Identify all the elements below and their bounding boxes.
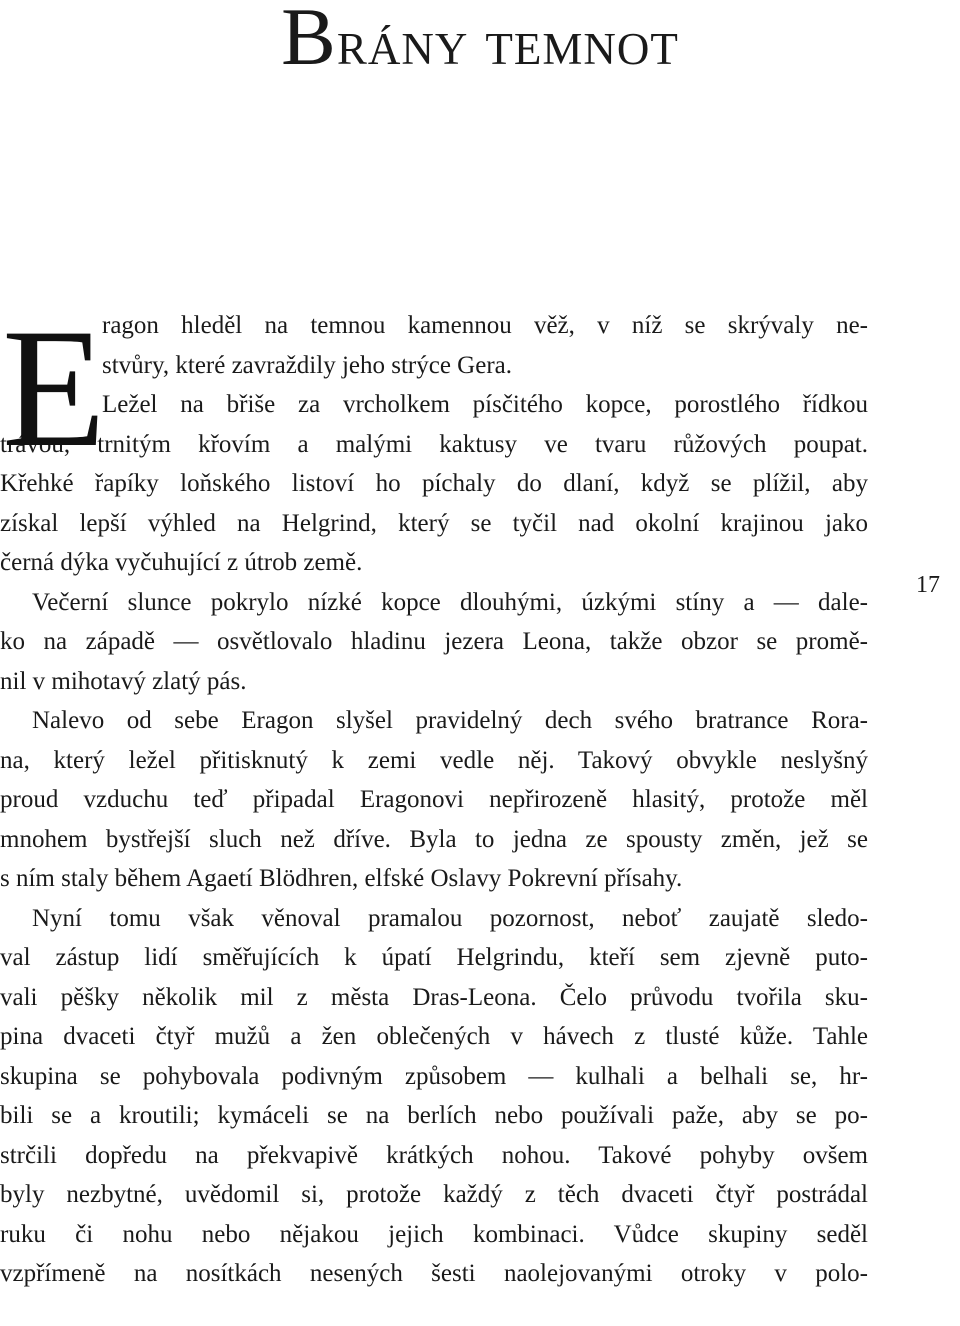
text-line: nil v mihotavý zlatý pás. [0, 667, 247, 695]
text-line: získal lepší výhled na Helgrind, který se tyčil nad okolní krajinou jako [0, 509, 868, 537]
text-line: ragon hleděl na temnou kamennou věž, v níž se skrývaly ne- [102, 312, 868, 339]
text-line: Křehké řapíky loňského listoví ho píchaly do dlaní, když se plížil, aby [0, 470, 868, 497]
chapter-title-rest: rány temnot [336, 7, 679, 78]
text-line: skupina se pohybovala podivným způsobem — kulhali a belhali se, hr- [0, 1062, 868, 1090]
text-line: mnohem bystřejší sluch než dříve. Byla to jedna ze spousty změn, jež se [0, 825, 868, 853]
text-line: Večerní slunce pokrylo nízké kopce dlouhými, úzkými stíny a — dale- [32, 588, 868, 616]
text-line: ruku či nohu nebo nějakou jejich kombinaci. Vůdce skupiny seděl [0, 1220, 868, 1248]
text-line: černá dýka vyčuhující z útrob země. [0, 549, 363, 576]
text-line: s ním staly během Agaetí Blödhren, elfské Oslavy Pokrevní přísahy. [0, 865, 683, 892]
text-line: byly nezbytné, uvědomil si, protože každý z těch dvaceti čtyř postrádal [0, 1181, 868, 1208]
text-line: vali pěšky několik mil z města Dras-Leona. Čelo průvodu tvořila sku- [0, 983, 868, 1011]
text-line: Nalevo od sebe Eragon slyšel pravidelný dech svého bratrance Rora- [32, 707, 868, 734]
text-line: vzpřímeně na nosítkách nesených šesti naolejovanými otroky v polo- [0, 1260, 868, 1287]
text-line: trávou, trnitým křovím a malými kaktusy ve tvaru růžových poupat. [0, 430, 868, 458]
text-line: proud vzduchu teď připadal Eragonovi nepřirozeně hlasitý, protože měl [0, 786, 868, 813]
text-line: stvůry, které zavraždily jeho strýce Gera. [102, 351, 512, 379]
chapter-title-initial: B [281, 0, 337, 82]
text-line: ko na západě — osvětlovalo hladinu jezera Leona, takže obzor se promě- [0, 628, 868, 655]
text-line: bili se a kroutili; kymáceli se na berlích nebo používali paže, aby se po- [0, 1102, 868, 1129]
text-line: Nyní tomu však věnoval pramalou pozornost, neboť zaujatě sledo- [32, 904, 868, 932]
text-line: pina dvaceti čtyř mužů a žen oblečených v hávech z tlusté kůže. Tahle [0, 1023, 868, 1050]
text-line: na, který ležel přitisknutý k zemi vedle něj. Takový obvykle neslyšný [0, 746, 868, 774]
text-line: strčili dopředu na překvapivě krátkých nohou. Takové pohyby ovšem [0, 1141, 868, 1169]
drop-cap: E [2, 294, 106, 482]
text-line: val zástup lidí směřujících k úpatí Helgrindu, kteří sem zjevně puto- [0, 944, 868, 971]
page-number: 17 [916, 572, 940, 598]
text-line: Ležel na břiše za vrcholkem písčitého kopce, porostlého řídkou [102, 391, 868, 418]
chapter-title [0, 0, 960, 80]
body-text [0, 294, 868, 1294]
